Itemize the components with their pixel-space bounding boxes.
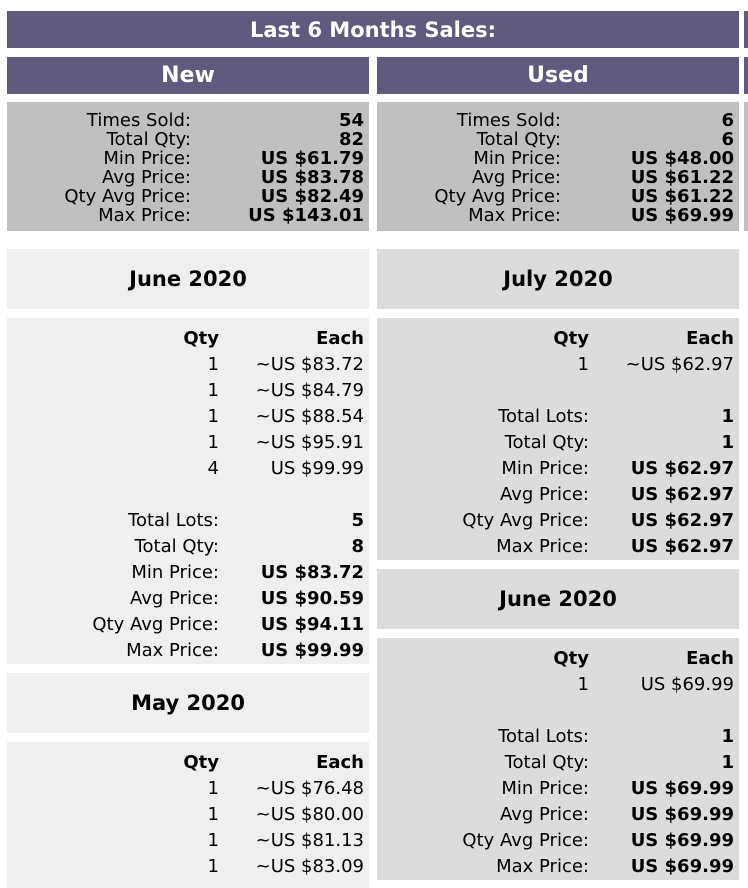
total-value: US $99.99 bbox=[260, 640, 364, 661]
sale-row bbox=[7, 828, 369, 854]
detail-header-row bbox=[377, 646, 739, 672]
summary-row bbox=[377, 111, 739, 130]
used-column-header bbox=[377, 57, 739, 94]
sale-row bbox=[7, 854, 369, 880]
month-title: July 2020 bbox=[503, 267, 613, 291]
summary-row bbox=[7, 111, 369, 130]
summary-row bbox=[7, 149, 369, 168]
total-row bbox=[7, 638, 369, 664]
total-value: 5 bbox=[351, 510, 364, 531]
sale-price: ~US $81.13 bbox=[255, 830, 364, 851]
total-label: Max Price: bbox=[496, 856, 589, 877]
sale-row bbox=[7, 430, 369, 456]
total-value: US $90.59 bbox=[260, 588, 364, 609]
sale-row bbox=[7, 802, 369, 828]
sale-qty: 1 bbox=[207, 778, 219, 799]
month-title: May 2020 bbox=[131, 691, 245, 715]
sale-qty: 4 bbox=[207, 458, 219, 479]
total-row bbox=[377, 508, 739, 534]
sale-row bbox=[7, 456, 369, 482]
sale-price: ~US $95.91 bbox=[255, 432, 364, 453]
sale-qty: 1 bbox=[577, 674, 589, 695]
qty-header: Qty bbox=[553, 328, 589, 349]
used-month-detail-june-2020 bbox=[377, 638, 739, 880]
sale-price: US $99.99 bbox=[270, 458, 364, 479]
total-value: US $83.72 bbox=[260, 562, 364, 583]
total-value: 8 bbox=[351, 536, 364, 557]
summary-row bbox=[7, 168, 369, 187]
total-label: Min Price: bbox=[131, 562, 219, 583]
total-label: Avg Price: bbox=[499, 484, 589, 505]
total-value: 1 bbox=[721, 406, 734, 427]
sale-row bbox=[7, 404, 369, 430]
month-title: June 2020 bbox=[129, 267, 247, 291]
total-label: Total Qty: bbox=[134, 536, 219, 557]
sale-qty: 1 bbox=[577, 354, 589, 375]
qty-header: Qty bbox=[183, 752, 219, 773]
summary-label: Min Price: bbox=[103, 148, 191, 169]
summary-label: Max Price: bbox=[468, 205, 561, 226]
summary-value: US $143.01 bbox=[248, 205, 364, 226]
total-label: Total Lots: bbox=[498, 726, 589, 747]
each-header: Each bbox=[316, 752, 364, 773]
total-row bbox=[7, 560, 369, 586]
total-row bbox=[377, 724, 739, 750]
each-header: Each bbox=[686, 328, 734, 349]
summary-label: Qty Avg Price: bbox=[434, 186, 561, 207]
sale-price: US $69.99 bbox=[640, 674, 734, 695]
total-row bbox=[377, 404, 739, 430]
total-value: US $69.99 bbox=[630, 856, 734, 877]
summary-value: 6 bbox=[721, 110, 734, 131]
total-value: 1 bbox=[721, 752, 734, 773]
sales-title-bar bbox=[7, 11, 739, 48]
total-row bbox=[377, 854, 739, 880]
total-label: Min Price: bbox=[501, 778, 589, 799]
total-value: 1 bbox=[721, 726, 734, 747]
total-label: Avg Price: bbox=[129, 588, 219, 609]
summary-row bbox=[7, 187, 369, 206]
summary-value: 82 bbox=[338, 129, 364, 150]
sale-row bbox=[377, 672, 739, 698]
month-title: June 2020 bbox=[499, 587, 617, 611]
summary-row bbox=[377, 187, 739, 206]
summary-value: US $61.22 bbox=[630, 186, 734, 207]
detail-header-row bbox=[7, 750, 369, 776]
spacer bbox=[377, 378, 739, 404]
new-month-title-june-2020 bbox=[7, 249, 369, 309]
sale-price: ~US $80.00 bbox=[255, 804, 364, 825]
total-label: Max Price: bbox=[496, 536, 589, 557]
total-row bbox=[377, 802, 739, 828]
summary-value: US $69.99 bbox=[630, 205, 734, 226]
used-month-title-july-2020 bbox=[377, 249, 739, 309]
total-value: US $62.97 bbox=[630, 458, 734, 479]
total-value: US $94.11 bbox=[260, 614, 364, 635]
summary-value: US $83.78 bbox=[260, 167, 364, 188]
summary-label: Avg Price: bbox=[101, 167, 191, 188]
summary-value: US $82.49 bbox=[260, 186, 364, 207]
summary-label: Max Price: bbox=[98, 205, 191, 226]
total-row bbox=[377, 534, 739, 560]
total-value: 1 bbox=[721, 432, 734, 453]
total-value: US $69.99 bbox=[630, 830, 734, 851]
used-month-detail-july-2020 bbox=[377, 318, 739, 560]
total-value: US $62.97 bbox=[630, 536, 734, 557]
each-header: Each bbox=[316, 328, 364, 349]
sale-row bbox=[7, 776, 369, 802]
new-summary-panel bbox=[7, 102, 369, 231]
right-edge-strip bbox=[744, 11, 748, 48]
used-month-title-june-2020 bbox=[377, 569, 739, 629]
total-label: Avg Price: bbox=[499, 804, 589, 825]
used-summary-panel bbox=[377, 102, 739, 231]
total-row bbox=[7, 612, 369, 638]
sale-price: ~US $62.97 bbox=[625, 354, 734, 375]
each-header: Each bbox=[686, 648, 734, 669]
total-label: Qty Avg Price: bbox=[462, 510, 589, 531]
sale-qty: 1 bbox=[207, 354, 219, 375]
sale-qty: 1 bbox=[207, 804, 219, 825]
sale-price: ~US $76.48 bbox=[255, 778, 364, 799]
sale-qty: 1 bbox=[207, 380, 219, 401]
total-label: Total Lots: bbox=[498, 406, 589, 427]
total-value: US $62.97 bbox=[630, 510, 734, 531]
total-row bbox=[377, 750, 739, 776]
sale-price: ~US $83.72 bbox=[255, 354, 364, 375]
summary-value: 54 bbox=[338, 110, 364, 131]
total-label: Total Qty: bbox=[504, 752, 589, 773]
total-label: Total Lots: bbox=[128, 510, 219, 531]
new-month-detail-june-2020 bbox=[7, 318, 369, 664]
summary-row bbox=[377, 149, 739, 168]
total-label: Min Price: bbox=[501, 458, 589, 479]
total-label: Qty Avg Price: bbox=[92, 614, 219, 635]
total-row bbox=[7, 534, 369, 560]
detail-header-row bbox=[377, 326, 739, 352]
total-label: Max Price: bbox=[126, 640, 219, 661]
sale-row bbox=[7, 378, 369, 404]
sales-title: Last 6 Months Sales: bbox=[249, 17, 497, 42]
new-month-title-may-2020 bbox=[7, 673, 369, 733]
summary-row bbox=[377, 130, 739, 149]
sale-row bbox=[7, 352, 369, 378]
total-row bbox=[377, 776, 739, 802]
sale-qty: 1 bbox=[207, 432, 219, 453]
sale-qty: 1 bbox=[207, 406, 219, 427]
total-row bbox=[377, 456, 739, 482]
sale-row bbox=[377, 352, 739, 378]
summary-row bbox=[377, 206, 739, 225]
summary-value: US $48.00 bbox=[630, 148, 734, 169]
total-value: US $62.97 bbox=[630, 484, 734, 505]
sale-price: ~US $88.54 bbox=[255, 406, 364, 427]
spacer bbox=[377, 698, 739, 724]
spacer bbox=[7, 482, 369, 508]
summary-label: Total Qty: bbox=[106, 129, 191, 150]
summary-value: 6 bbox=[721, 129, 734, 150]
total-label: Total Qty: bbox=[504, 432, 589, 453]
used-header-label: Used bbox=[527, 63, 589, 88]
summary-label: Times Sold: bbox=[456, 110, 561, 131]
summary-label: Min Price: bbox=[473, 148, 561, 169]
summary-label: Total Qty: bbox=[476, 129, 561, 150]
summary-value: US $61.22 bbox=[630, 167, 734, 188]
summary-value: US $61.79 bbox=[260, 148, 364, 169]
summary-label: Qty Avg Price: bbox=[64, 186, 191, 207]
new-header-label: New bbox=[161, 63, 215, 88]
summary-row bbox=[7, 130, 369, 149]
total-row bbox=[377, 430, 739, 456]
new-column-header bbox=[7, 57, 369, 94]
qty-header: Qty bbox=[553, 648, 589, 669]
sale-price: ~US $84.79 bbox=[255, 380, 364, 401]
right-edge-strip bbox=[744, 102, 748, 231]
sale-price: ~US $83.09 bbox=[255, 856, 364, 877]
total-value: US $69.99 bbox=[630, 778, 734, 799]
summary-row bbox=[7, 206, 369, 225]
qty-header: Qty bbox=[183, 328, 219, 349]
summary-label: Times Sold: bbox=[86, 110, 191, 131]
sale-qty: 1 bbox=[207, 830, 219, 851]
sale-qty: 1 bbox=[207, 856, 219, 877]
total-row bbox=[7, 508, 369, 534]
summary-label: Avg Price: bbox=[471, 167, 561, 188]
total-row bbox=[377, 482, 739, 508]
new-month-detail-may-2020 bbox=[7, 742, 369, 888]
right-edge-strip bbox=[744, 57, 748, 94]
total-label: Qty Avg Price: bbox=[462, 830, 589, 851]
total-row bbox=[7, 586, 369, 612]
total-row bbox=[377, 828, 739, 854]
detail-header-row bbox=[7, 326, 369, 352]
total-value: US $69.99 bbox=[630, 804, 734, 825]
summary-row bbox=[377, 168, 739, 187]
